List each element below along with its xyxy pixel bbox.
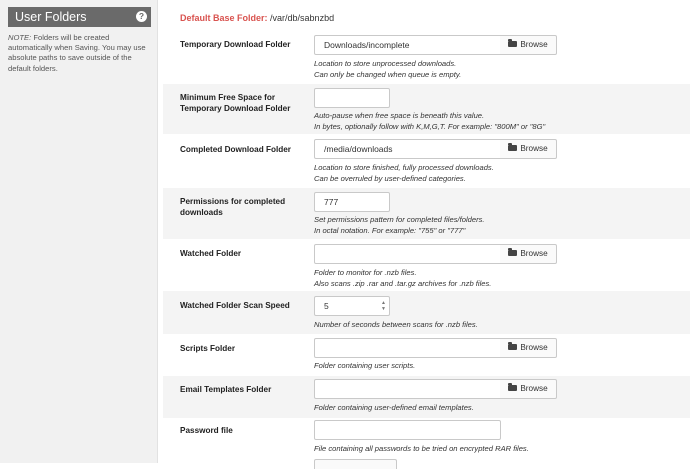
watched-folder-label: Watched Folder bbox=[180, 249, 242, 258]
save-button[interactable] bbox=[314, 459, 397, 469]
row-min-free bbox=[163, 84, 690, 134]
folder-open-icon bbox=[508, 41, 517, 47]
base-folder bbox=[180, 13, 334, 23]
min-free-label: Minimum Free Space for Temporary Download Folder bbox=[180, 93, 291, 113]
watched-folder-help-line1: Folder to monitor for .nzb files. bbox=[314, 268, 417, 277]
row-watched-folder bbox=[163, 239, 690, 291]
scripts-folder-browse-button[interactable] bbox=[500, 338, 557, 358]
complete-folder-input[interactable]: /media/downloads bbox=[314, 139, 501, 159]
browse-label: Browse bbox=[520, 384, 548, 393]
base-folder-label: Default Base Folder: bbox=[180, 13, 268, 23]
row-complete-folder bbox=[163, 134, 690, 188]
complete-folder-help-line2: Can be overruled by user-defined categories. bbox=[314, 174, 466, 183]
complete-folder-help-line1: Location to store finished, fully processed downloads. bbox=[314, 163, 494, 172]
password-file-help bbox=[314, 443, 684, 454]
note-prefix: NOTE: bbox=[8, 33, 32, 42]
sidebar-header bbox=[8, 7, 151, 27]
scripts-folder-help bbox=[314, 360, 684, 371]
email-folder-help-line1: Folder containing user-defined email templates. bbox=[314, 403, 474, 412]
scripts-folder-label: Scripts Folder bbox=[180, 344, 236, 353]
scan-speed-label: Watched Folder Scan Speed bbox=[180, 301, 290, 310]
temp-folder-help-line2: Can only be changed when queue is empty. bbox=[314, 70, 462, 79]
password-file-input[interactable] bbox=[314, 420, 501, 440]
scripts-folder-help-line1: Folder containing user scripts. bbox=[314, 361, 416, 370]
min-free-help-line1: Auto-pause when free space is beneath this value. bbox=[314, 111, 485, 120]
temp-folder-label: Temporary Download Folder bbox=[180, 40, 291, 49]
complete-folder-label: Completed Download Folder bbox=[180, 145, 291, 154]
scan-speed-help bbox=[314, 319, 684, 330]
help-icon[interactable]: ? bbox=[136, 11, 147, 22]
sidebar-title: User Folders bbox=[15, 10, 87, 24]
folder-open-icon bbox=[508, 385, 517, 391]
email-folder-browse-button[interactable] bbox=[500, 379, 557, 399]
permissions-help-line1: Set permissions pattern for completed files/folders. bbox=[314, 215, 485, 224]
min-free-input[interactable] bbox=[314, 88, 390, 108]
watched-folder-browse-button[interactable] bbox=[500, 244, 557, 264]
temp-folder-help-line1: Location to store unprocessed downloads. bbox=[314, 59, 457, 68]
permissions-input[interactable]: 777 bbox=[314, 192, 390, 212]
browse-label: Browse bbox=[520, 343, 548, 352]
folder-open-icon bbox=[508, 145, 517, 151]
password-file-label: Password file bbox=[180, 426, 233, 435]
browse-label: Browse bbox=[520, 40, 548, 49]
stepper-arrows-icon[interactable]: ▲ ▼ bbox=[381, 300, 386, 312]
row-permissions bbox=[163, 188, 690, 239]
base-folder-value: /var/db/sabnzbd bbox=[267, 13, 335, 23]
scan-speed-input[interactable] bbox=[314, 296, 390, 316]
temp-folder-input[interactable]: Downloads/incomplete bbox=[314, 35, 501, 55]
sidebar bbox=[0, 0, 158, 463]
sidebar-note bbox=[8, 33, 154, 74]
row-scan-speed bbox=[163, 291, 690, 334]
scan-speed-help-line1: Number of seconds between scans for .nzb files. bbox=[314, 320, 478, 329]
min-free-help bbox=[314, 110, 684, 132]
permissions-help bbox=[314, 214, 684, 236]
email-folder-help bbox=[314, 402, 684, 413]
complete-folder-help bbox=[314, 162, 684, 184]
watched-folder-input[interactable] bbox=[314, 244, 501, 264]
min-free-help-line2: In bytes, optionally follow with K,M,G,T. For example: "800M" or "8G" bbox=[314, 122, 546, 131]
temp-folder-browse-button[interactable] bbox=[500, 35, 557, 55]
permissions-help-line2: In octal notation. For example: "755" or "777" bbox=[314, 226, 466, 235]
folder-open-icon bbox=[508, 344, 517, 350]
folder-open-icon bbox=[508, 250, 517, 256]
row-password-file bbox=[163, 418, 690, 463]
watched-folder-help bbox=[314, 267, 684, 289]
password-file-help-line1: File containing all passwords to be tried on encrypted RAR files. bbox=[314, 444, 529, 453]
scan-speed-value: 5 bbox=[324, 301, 329, 311]
row-email-folder bbox=[163, 376, 690, 418]
row-scripts-folder bbox=[163, 334, 690, 376]
complete-folder-browse-button[interactable] bbox=[500, 139, 557, 159]
watched-folder-help-line2: Also scans .zip .rar and .tar.gz archives for .nzb files. bbox=[314, 279, 492, 288]
email-folder-label: Email Templates Folder bbox=[180, 385, 272, 394]
browse-label: Browse bbox=[520, 249, 548, 258]
note-text: Folders will be created automatically when Saving. You may use absolute paths to save outside of the default folders. bbox=[8, 33, 146, 73]
settings-panel bbox=[163, 0, 690, 463]
permissions-label: Permissions for completed downloads bbox=[180, 197, 286, 217]
row-temp-folder bbox=[163, 28, 690, 84]
browse-label: Browse bbox=[520, 144, 548, 153]
temp-folder-help bbox=[314, 58, 684, 80]
scripts-folder-input[interactable] bbox=[314, 338, 501, 358]
email-folder-input[interactable] bbox=[314, 379, 501, 399]
